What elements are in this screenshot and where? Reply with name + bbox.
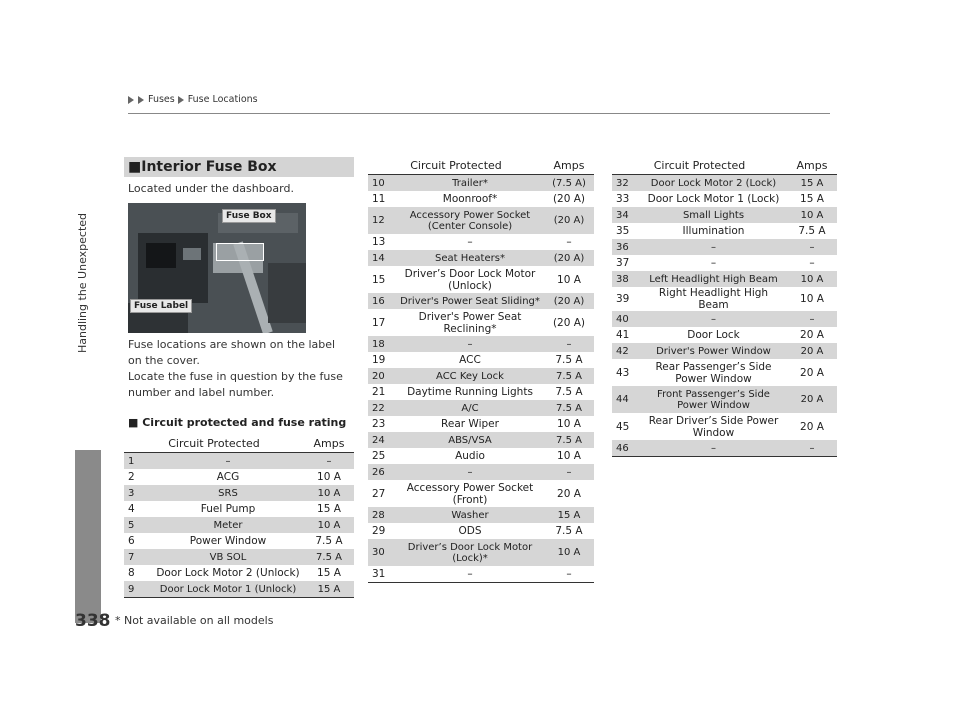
- amp-rating: 7.5 A: [315, 535, 343, 547]
- amp-rating: 10 A: [557, 450, 581, 462]
- fuse-number: 45: [616, 420, 630, 433]
- circuit-name: Door Lock Motor 2 (Unlock): [156, 567, 300, 579]
- circuit-name: A/C: [396, 400, 544, 416]
- amp-rating: 10 A: [304, 517, 354, 533]
- table-row: [612, 386, 837, 413]
- circuit-name: –: [396, 336, 544, 352]
- fuse-number: 11: [372, 193, 386, 205]
- amp-rating: (20 A): [552, 193, 586, 205]
- fuse-number: 43: [616, 366, 630, 379]
- fuse-number: 31: [368, 566, 396, 583]
- fuse-number: 34: [612, 207, 640, 223]
- fuse-number: 16: [368, 293, 396, 309]
- amp-rating: 10 A: [557, 273, 581, 286]
- table-row: [368, 464, 594, 480]
- fuse-number: 46: [612, 440, 640, 457]
- amp-rating: 20 A: [800, 366, 824, 379]
- fuse-table-3: [612, 156, 837, 457]
- table-row: [368, 480, 594, 507]
- fuse-number: 8: [128, 567, 135, 579]
- fuse-box-callout: Fuse Box: [222, 209, 276, 223]
- fuse-table-1: [124, 434, 354, 598]
- amp-rating: 20 A: [800, 420, 824, 433]
- fuse-label-callout: Fuse Label: [130, 299, 192, 313]
- table-row: [368, 400, 594, 416]
- circuit-name: Rear Driver’s Side Power Window: [648, 414, 779, 439]
- fuse-number: 12: [368, 207, 396, 234]
- table-row: [124, 565, 354, 581]
- fuse-number: 20: [368, 368, 396, 384]
- amp-rating: 7.5 A: [555, 354, 583, 366]
- table-row: [612, 207, 837, 223]
- table-row: [368, 539, 594, 566]
- table-row: [124, 533, 354, 549]
- circuit-name: ACC: [459, 354, 481, 366]
- fuse-number: 21: [372, 386, 386, 398]
- footnote: * Not available on all models: [115, 614, 274, 627]
- table-row: [368, 250, 594, 266]
- section-title: ■Interior Fuse Box: [124, 157, 354, 177]
- circuit-name: Daytime Running Lights: [407, 386, 533, 398]
- circuit-name: –: [640, 440, 787, 457]
- circuit-name: Illumination: [682, 225, 745, 237]
- fuse-number: 42: [612, 343, 640, 359]
- table-row: [368, 352, 594, 368]
- fuse-number: 5: [124, 517, 152, 533]
- breadcrumb-arrow-icon: [128, 96, 134, 104]
- fuse-number: 37: [616, 257, 630, 269]
- column-header-amps: Amps: [304, 434, 354, 453]
- fuse-number: 28: [368, 507, 396, 523]
- table-row: [612, 239, 837, 255]
- amp-rating: 10 A: [787, 207, 837, 223]
- amp-rating: 7.5 A: [544, 432, 594, 448]
- breadcrumb-item-fuse-locations[interactable]: Fuse Locations: [187, 94, 258, 105]
- fuse-number: 10: [368, 175, 396, 192]
- circuit-name: –: [710, 257, 717, 269]
- circuit-name: –: [467, 236, 473, 248]
- amp-rating: 7.5 A: [798, 225, 826, 237]
- circuit-name: Meter: [152, 517, 304, 533]
- fuse-number: 26: [368, 464, 396, 480]
- circuit-name: –: [640, 239, 787, 255]
- amp-rating: 15 A: [304, 581, 354, 598]
- circuit-name: –: [396, 464, 544, 480]
- column-header-circuit: Circuit Protected: [124, 434, 304, 453]
- table-row: [124, 469, 354, 485]
- fuse-number: 23: [372, 418, 386, 430]
- circuit-name: Left Headlight High Beam: [640, 271, 787, 287]
- fuse-number: 29: [372, 525, 386, 537]
- fuse-number: 4: [128, 503, 135, 515]
- table-row: [368, 566, 594, 583]
- circuit-name: Moonroof*: [442, 193, 498, 205]
- circuit-name: Washer: [396, 507, 544, 523]
- circuit-name: Trailer*: [396, 175, 544, 192]
- circuit-name: Driver’s Door Lock Motor (Lock)*: [396, 539, 544, 566]
- fuse-number: 38: [612, 271, 640, 287]
- fuse-number: 35: [616, 225, 630, 237]
- fuse-number: 9: [124, 581, 152, 598]
- circuit-name: Rear Passenger’s Side Power Window: [655, 360, 772, 385]
- table-row: [368, 523, 594, 539]
- amp-rating: 15 A: [800, 193, 824, 205]
- amp-rating: 7.5 A: [544, 368, 594, 384]
- table-row: [612, 271, 837, 287]
- fuse-number: 7: [124, 549, 152, 565]
- circuit-name: ACC Key Lock: [396, 368, 544, 384]
- circuit-name: SRS: [152, 485, 304, 501]
- amp-rating: 10 A: [544, 539, 594, 566]
- table-row: [124, 517, 354, 533]
- table-row: [612, 311, 837, 327]
- table-row: [368, 175, 594, 192]
- table-row: [368, 293, 594, 309]
- fuse-number: 40: [612, 311, 640, 327]
- breadcrumb-arrow-icon: [178, 96, 184, 104]
- amp-rating: 15 A: [317, 567, 341, 579]
- table-row: [368, 234, 594, 250]
- column-header-circuit: Circuit Protected: [368, 156, 544, 175]
- amp-rating: –: [304, 453, 354, 470]
- fuse-number: 33: [616, 193, 630, 205]
- table-row: [124, 485, 354, 501]
- table-row: [368, 384, 594, 400]
- fuse-number: 27: [372, 487, 386, 500]
- circuit-name: Audio: [455, 450, 485, 462]
- fuse-number: 44: [612, 386, 640, 413]
- amp-rating: –: [544, 464, 594, 480]
- circuit-name: Seat Heaters*: [396, 250, 544, 266]
- sidebar-tab: [75, 450, 101, 623]
- amp-rating: –: [544, 566, 594, 583]
- circuit-name: Rear Wiper: [441, 418, 499, 430]
- table-row: [368, 266, 594, 293]
- circuit-name: Driver's Power Seat Reclining*: [418, 310, 522, 335]
- column-header-amps: Amps: [787, 156, 837, 175]
- table-row: [368, 507, 594, 523]
- circuit-name: Right Headlight High Beam: [658, 287, 769, 311]
- fuse-number: 17: [372, 316, 386, 329]
- dashboard-illustration: [128, 203, 306, 333]
- amp-rating: (20 A): [544, 207, 594, 234]
- circuit-name: Driver’s Door Lock Motor (Unlock): [404, 267, 536, 292]
- table-row: [124, 453, 354, 470]
- circuit-name: Accessory Power Socket (Front): [406, 481, 534, 506]
- amp-rating: –: [787, 239, 837, 255]
- section-title-text: Interior Fuse Box: [141, 159, 277, 175]
- amp-rating: (20 A): [544, 250, 594, 266]
- table-row: [368, 309, 594, 336]
- table-row: [612, 287, 837, 311]
- circuit-name: ABS/VSA: [396, 432, 544, 448]
- fuse-number: 19: [372, 354, 386, 366]
- page-number: 338: [75, 611, 111, 631]
- circuit-name: Front Passenger’s Side Power Window: [640, 386, 787, 413]
- amp-rating: (7.5 A): [544, 175, 594, 192]
- fuse-number: 15: [372, 273, 386, 286]
- location-text: Located under the dashboard.: [128, 182, 294, 195]
- breadcrumb-arrow-icon: [138, 96, 144, 104]
- fuse-number: 1: [124, 453, 152, 470]
- table-row: [612, 223, 837, 239]
- circuit-name: Driver's Power Window: [640, 343, 787, 359]
- column-header-amps: Amps: [544, 156, 594, 175]
- circuit-name: –: [152, 453, 304, 470]
- table-row: [612, 255, 837, 271]
- circuit-name: Door Lock Motor 2 (Lock): [640, 175, 787, 192]
- subheading: ■ Circuit protected and fuse rating: [128, 416, 347, 429]
- amp-rating: 10 A: [317, 471, 341, 483]
- table-row: [368, 416, 594, 432]
- table-row: [612, 327, 837, 343]
- amp-rating: 15 A: [544, 507, 594, 523]
- fuse-number: 2: [128, 471, 135, 483]
- circuit-name: Door Lock Motor 1 (Unlock): [152, 581, 304, 598]
- table-row: [124, 581, 354, 598]
- breadcrumb: [128, 94, 258, 105]
- amp-rating: –: [787, 311, 837, 327]
- amp-rating: 7.5 A: [555, 525, 583, 537]
- circuit-name: Power Window: [189, 535, 267, 547]
- table-row: [368, 448, 594, 464]
- fuse-number: 13: [372, 236, 386, 248]
- amp-rating: 7.5 A: [555, 386, 583, 398]
- fuse-number: 36: [612, 239, 640, 255]
- fuse-number: 14: [368, 250, 396, 266]
- amp-rating: –: [566, 236, 572, 248]
- sidebar-label: Handling the Unexpected: [76, 212, 89, 354]
- note-label-on-cover: Fuse locations are shown on the label on the cover.: [128, 338, 336, 367]
- circuit-name: VB SOL: [152, 549, 304, 565]
- fuse-table-2: [368, 156, 594, 583]
- circuit-name: Door Lock Motor 1 (Lock): [647, 193, 780, 205]
- fuse-number: 39: [616, 293, 630, 305]
- table-row: [124, 501, 354, 517]
- table-row: [612, 359, 837, 386]
- fuse-number: 6: [128, 535, 135, 547]
- amp-rating: –: [787, 440, 837, 457]
- header-divider: [128, 113, 830, 114]
- circuit-name: ACG: [216, 471, 240, 483]
- amp-rating: 20 A: [787, 386, 837, 413]
- amp-rating: –: [809, 257, 815, 269]
- table-row: [368, 191, 594, 207]
- fuse-box-outline: [216, 243, 264, 261]
- note-locate-fuse: Locate the fuse in question by the fuse number and label number.: [128, 370, 343, 399]
- table-row: [368, 432, 594, 448]
- amp-rating: 20 A: [800, 329, 824, 341]
- amp-rating: 15 A: [787, 175, 837, 192]
- circuit-name: Accessory Power Socket (Center Console): [396, 207, 544, 234]
- fuse-number: 41: [616, 329, 630, 341]
- table-row: [124, 549, 354, 565]
- table-row: [368, 336, 594, 352]
- breadcrumb-item-fuses[interactable]: Fuses: [148, 94, 175, 105]
- amp-rating: 7.5 A: [544, 400, 594, 416]
- amp-rating: (20 A): [544, 293, 594, 309]
- fuse-box-photo: [128, 203, 306, 333]
- amp-rating: 20 A: [557, 487, 581, 500]
- circuit-name: –: [396, 566, 544, 583]
- amp-rating: (20 A): [552, 316, 586, 329]
- fuse-number: 3: [124, 485, 152, 501]
- amp-rating: 10 A: [800, 293, 824, 305]
- table-row: [612, 413, 837, 440]
- circuit-name: Driver's Power Seat Sliding*: [396, 293, 544, 309]
- subheading-text: Circuit protected and fuse rating: [142, 416, 347, 429]
- table-row: [612, 343, 837, 359]
- amp-rating: –: [544, 336, 594, 352]
- amp-rating: 15 A: [317, 503, 341, 515]
- fuse-number: 25: [372, 450, 386, 462]
- table-row: [368, 207, 594, 234]
- fuse-number: 24: [368, 432, 396, 448]
- amp-rating: 10 A: [557, 418, 581, 430]
- table-row: [612, 440, 837, 457]
- amp-rating: 10 A: [787, 271, 837, 287]
- circuit-name: Door Lock: [687, 329, 740, 341]
- amp-rating: 20 A: [787, 343, 837, 359]
- amp-rating: 7.5 A: [304, 549, 354, 565]
- fuse-number: 32: [612, 175, 640, 192]
- fuse-number: 22: [368, 400, 396, 416]
- table-row: [612, 191, 837, 207]
- circuit-name: Small Lights: [640, 207, 787, 223]
- circuit-name: –: [640, 311, 787, 327]
- circuit-name: Fuel Pump: [200, 503, 256, 515]
- circuit-name: ODS: [458, 525, 482, 537]
- amp-rating: 10 A: [304, 485, 354, 501]
- fuse-number: 30: [368, 539, 396, 566]
- fuse-number: 18: [368, 336, 396, 352]
- column-header-circuit: Circuit Protected: [612, 156, 787, 175]
- table-row: [368, 368, 594, 384]
- table-row: [612, 175, 837, 192]
